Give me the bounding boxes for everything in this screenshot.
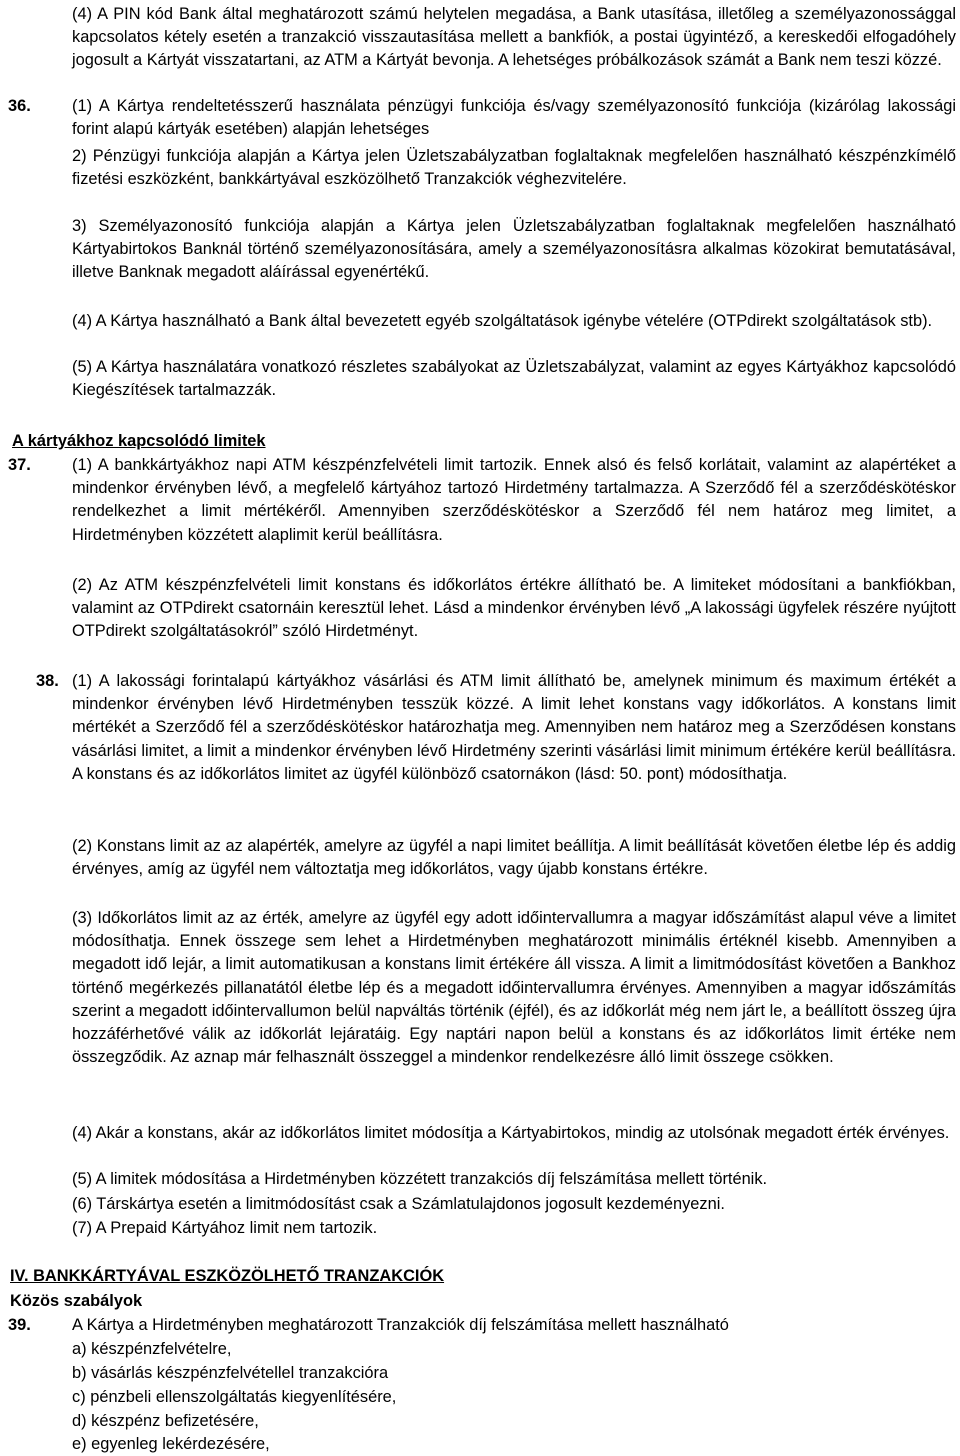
paragraph-38-1: (1) A lakossági forintalapú kártyákhoz vásárlási és ATM limit állítható be, amelynek minimum és maximum értékét a mindenkor érvényben lévő Hirdetményben tesszük közzé. A limit lehet konstans vagy időkorlátos. A konstans limit mértékét a Szerződő fél a szerződéskötéskor határozhatja meg. Amennyiben nem határoz meg a Szerződésen konstans vásárlási limitet, a limit a mindenkor érvényben lévő Hirdetmény szerinti vásárlási limit minimum értékére kerül beállításra. A konstans és az időkorlátos limitet az ügyfél különböző csatornákon (lásd: 50. pont) módosíthatja.	[72, 672, 956, 783]
paragraph-36-2: 2) Pénzügyi funkciója alapján a Kártya jelen Üzletszabályzatban foglaltaknak megfelelően használható készpénzkímélő fizetési eszközként, bankkártyával eszközölhető Tranzakciók véghezvitelére.	[72, 147, 956, 189]
paragraph-38-3: (3) Időkorlátos limit az az érték, amelyre az ügyfél egy adott időintervallumra a magyar időszámítást alapul véve a limitet módosíthatja. Ennek összege sem lehet a Hirdetményben meghatározott minimális értéknél kisebb. Amennyiben a megadott idő lejár, a limit automatikusan a konstans limit értékére áll vissza. A limit a limitmódosítást követően a Bankhoz történő megérkezés pillanatától életbe lép és a megadott időintervallumra érvényes. Amennyiben a magyar időszámítás szerint a megadott időintervallumon belül napváltás történik (éjfél), és az időkorlát még nem járt le, a beállított összeg újra hozzáférhetővé válik az időkorlát lejáratáig. Egy naptári napon belül a konstans és az időkorlátos limit értéke nem összegződik. Az aznap már felhasznált összeggel a mindenkor rendelkezésre álló limit összege csökken.	[72, 909, 956, 1067]
paragraph-37-2: (2) Az ATM készpénzfelvételi limit konstans és időkorlátos értékre állítható be. A limiteket módosítani a bankfiókban, valamint az OTPdirekt csatornáin keresztül lehet. Lásd a mindenkor érvényben lévő „A lakossági ügyfelek részére nyújtott OTPdirekt szolgáltatásokról” szóló Hirdetményt.	[72, 576, 956, 641]
list-item-c: c) pénzbeli ellenszolgáltatás kiegyenlítésére,	[72, 1388, 397, 1406]
list-item-a: a) készpénzfelvételre,	[72, 1340, 232, 1358]
list-item-d: d) készpénz befizetésére,	[72, 1412, 259, 1430]
paragraph-38-2: (2) Konstans limit az az alapérték, amelyre az ügyfél a napi limitet beállítja. A limit beállítását követően életbe lép és addig érvényes, amíg az ügyfél nem változtatja meg időkorlátos, vagy újabb konstans értékre.	[72, 837, 956, 879]
common-rules-heading: Közös szabályok	[10, 1292, 143, 1310]
paragraph-38-6: (6) Társkártya esetén a limitmódosítást csak a Számlatulajdonos jogosult kezdeményezni.	[72, 1195, 725, 1213]
limits-heading: A kártyákhoz kapcsolódó limitek	[12, 432, 266, 450]
section-number-37: 37.	[8, 456, 31, 474]
list-item-e: e) egyenleg lekérdezésére,	[72, 1435, 270, 1453]
paragraph-36-1: (1) A Kártya rendeltetésszerű használata pénzügyi funkciója és/vagy személyazonosító funkciója (kizárólag lakossági forint alapú kártyák esetében) alapján lehetséges	[72, 97, 956, 139]
list-item-b: b) vásárlás készpénzfelvétellel tranzakcióra	[72, 1364, 389, 1382]
paragraph-38-4: (4) Akár a konstans, akár az időkorlátos limitet módosítja a Kártyabirtokos, mindig az utolsónak megadott érték érvényes.	[72, 1124, 950, 1142]
paragraph-36-4: (4) A Kártya használható a Bank által bevezetett egyéb szolgáltatások igénybe vételére (OTPdirekt szolgáltatások stb).	[72, 312, 933, 330]
section-number-36: 36.	[8, 97, 31, 115]
section-number-39: 39.	[8, 1316, 31, 1334]
paragraph-38-5: (5) A limitek módosítása a Hirdetményben közzétett tranzakciós díj felszámítása mellett történik.	[72, 1170, 768, 1188]
paragraph-39-intro: A Kártya a Hirdetményben meghatározott Tranzakciók díj felszámítása mellett használható	[72, 1316, 729, 1334]
chapter-heading: IV. BANKKÁRTYÁVAL ESZKÖZÖLHETŐ TRANZAKCIÓK	[10, 1267, 445, 1285]
paragraph-36-3: 3) Személyazonosító funkciója alapján a Kártya jelen Üzletszabályzatban foglaltaknak megfelelően használható Kártyabirtokos Banknál történő személyazonosítására, amely a személyazonosításra alkalmas közokirat bemutatásával, illetve Banknak megadott aláírással egyenértékű.	[72, 217, 956, 282]
paragraph-36-5: (5) A Kártya használatára vonatkozó részletes szabályokat az Üzletszabályzat, valamint az egyes Kártyákhoz kapcsolódó Kiegészítések tartalmazzák.	[72, 358, 956, 400]
paragraph-37-1: (1) A bankkártyákhoz napi ATM készpénzfelvételi limit tartozik. Ennek alsó és felső korlátait, valamint az alapértéket a mindenkor érvényben lévő, a megfelelő kártyához tartozó Hirdetmény tartalmazza. A Szerződő fél a szerződéskötéskor rendelkezhet a limit mértékéről. Amennyiben szerződéskötéskor a Szerződő fél nem határoz meg limitet, a Hirdetményben közzétett alaplimit kerül beállításra.	[72, 456, 956, 544]
paragraph-35-4: (4) A PIN kód Bank által meghatározott számú helytelen megadása, a Bank utasítása, illetőleg a személyazonossággal kapcsolatos kétely esetén a tranzakció visszautasítása mellett a bankfiók, a postai ügyintéző, a kereskedői elfogadóhely jogosult a Kártyát visszatartani, az ATM a Kártyát bevonja. A lehetséges próbálkozások számát a Bank nem teszi közzé.	[72, 5, 956, 70]
paragraph-38-7: (7) A Prepaid Kártyához limit nem tartozik.	[72, 1219, 378, 1237]
section-number-38: 38.	[36, 672, 59, 690]
